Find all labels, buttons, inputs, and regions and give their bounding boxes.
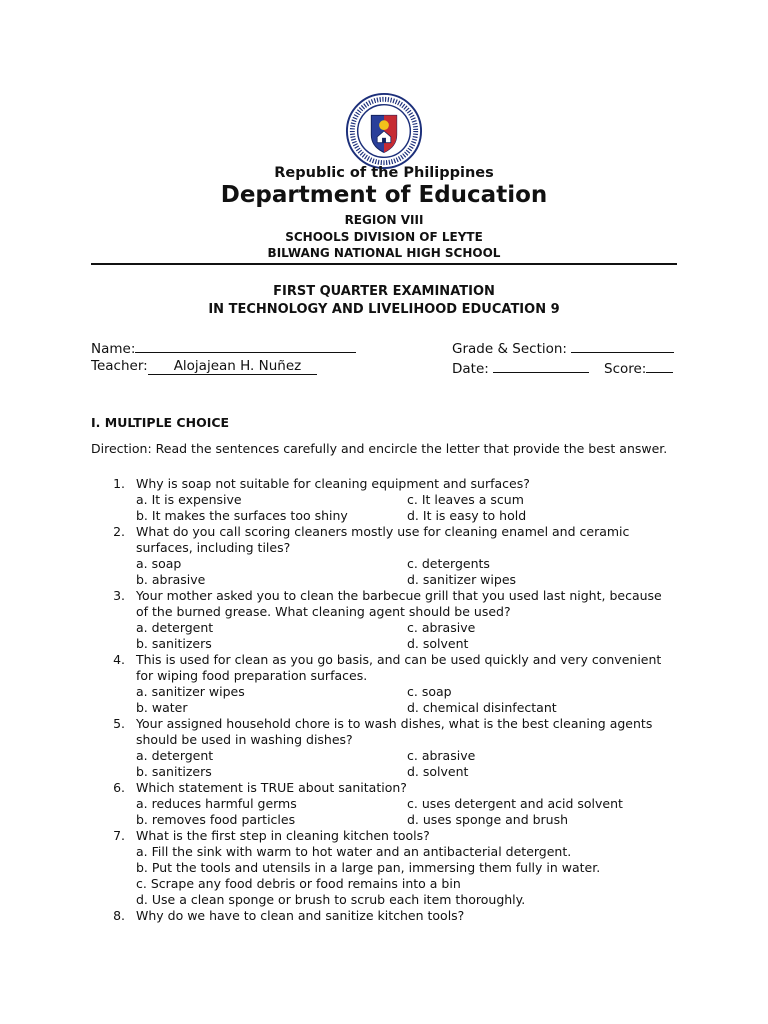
exam-title-line1: FIRST QUARTER EXAMINATION [273,284,495,299]
choice-option: d. chemical disinfectant [407,700,557,715]
choice-option: d. It is easy to hold [407,508,527,523]
question-text: surfaces, including tiles? [136,540,291,555]
section-title: I. MULTIPLE CHOICE [91,415,230,430]
choice-option: a. It is expensive [136,492,242,507]
name-field[interactable] [91,338,356,357]
teacher-field [91,358,317,375]
question-text: Why is soap not suitable for cleaning equipment and surfaces? [136,476,530,491]
exam-title-line2: IN TECHNOLOGY AND LIVELIHOOD EDUCATION 9 [208,302,560,317]
choice-option: b. removes food particles [136,812,296,827]
teacher-value: Alojajean H. Nuñez [148,358,318,375]
question-text: Which statement is TRUE about sanitation? [136,780,407,795]
choice-option: b. sanitizers [136,636,212,651]
choice-option: a. Fill the sink with warm to hot water and an antibacterial detergent. [136,844,572,859]
choice-option: b. Put the tools and utensils in a large pan, immersing them fully in water. [136,860,601,875]
grade-section-label: Grade & Section: [452,341,567,357]
region-heading: REGION VIII [344,213,424,227]
choice-option: c. uses detergent and acid solvent [407,796,623,811]
question-number: 4. [113,652,125,667]
choice-option: b. It makes the surfaces too shiny [136,508,348,523]
choice-option: c. abrasive [407,620,476,635]
choice-option: a. soap [136,556,182,571]
score-label: Score: [604,361,647,377]
choice-option: a. reduces harmful germs [136,796,297,811]
choice-option: b. sanitizers [136,764,212,779]
question-text: for wiping food preparation surfaces. [136,668,368,683]
name-label: Name: [91,341,136,357]
choice-option: d. sanitizer wipes [407,572,517,587]
question-number: 3. [113,588,125,603]
republic-heading: Republic of the Philippines [274,165,494,181]
choice-option: d. Use a clean sponge or brush to scrub each item thoroughly. [136,892,526,907]
choice-option: c. soap [407,684,452,699]
question-text: What is the first step in cleaning kitchen tools? [136,828,430,843]
choice-option: c. It leaves a scum [407,492,524,507]
question-number: 2. [113,524,125,539]
division-heading: SCHOOLS DIVISION OF LEYTE [285,230,483,244]
question-number: 7. [113,828,125,843]
choice-option: c. detergents [407,556,490,571]
question-number: 5. [113,716,125,731]
choice-option: b. abrasive [136,572,206,587]
date-label: Date: [452,361,489,377]
score-field[interactable] [604,358,673,377]
grade-section-blank[interactable] [571,338,674,353]
score-blank[interactable] [646,358,673,373]
choice-option: a. sanitizer wipes [136,684,245,699]
choice-option: d. solvent [407,764,469,779]
deped-seal-logo [345,92,423,170]
question-text: This is used for clean as you go basis, and can be used quickly and very convenient [136,652,662,667]
choice-option: d. uses sponge and brush [407,812,569,827]
question-number: 8. [113,908,125,923]
header-divider [91,263,677,265]
choice-option: d. solvent [407,636,469,651]
direction-text: Direction: Read the sentences carefully and encircle the letter that provide the best answer. [91,441,668,456]
question-number: 1. [113,476,125,491]
question-text: of the burned grease. What cleaning agent should be used? [136,604,511,619]
date-blank[interactable] [493,358,589,373]
grade-section-field[interactable] [452,338,674,357]
choice-option: c. Scrape any food debris or food remains into a bin [136,876,461,891]
question-text: Your assigned household chore is to wash dishes, what is the best cleaning agents [136,716,653,731]
question-text: Why do we have to clean and sanitize kitchen tools? [136,908,465,923]
department-heading: Department of Education [220,182,548,208]
date-field[interactable] [452,358,589,377]
question-text: What do you call scoring cleaners mostly use for cleaning enamel and ceramic [136,524,630,539]
choice-option: b. water [136,700,188,715]
question-text: should be used in washing dishes? [136,732,353,747]
choice-option: a. detergent [136,748,214,763]
school-heading: BILWANG NATIONAL HIGH SCHOOL [267,246,501,260]
teacher-label: Teacher: [91,358,148,374]
choice-option: a. detergent [136,620,214,635]
question-text: Your mother asked you to clean the barbecue grill that you used last night, because [136,588,662,603]
choice-option: c. abrasive [407,748,476,763]
name-blank[interactable] [135,338,356,353]
question-number: 6. [113,780,125,795]
